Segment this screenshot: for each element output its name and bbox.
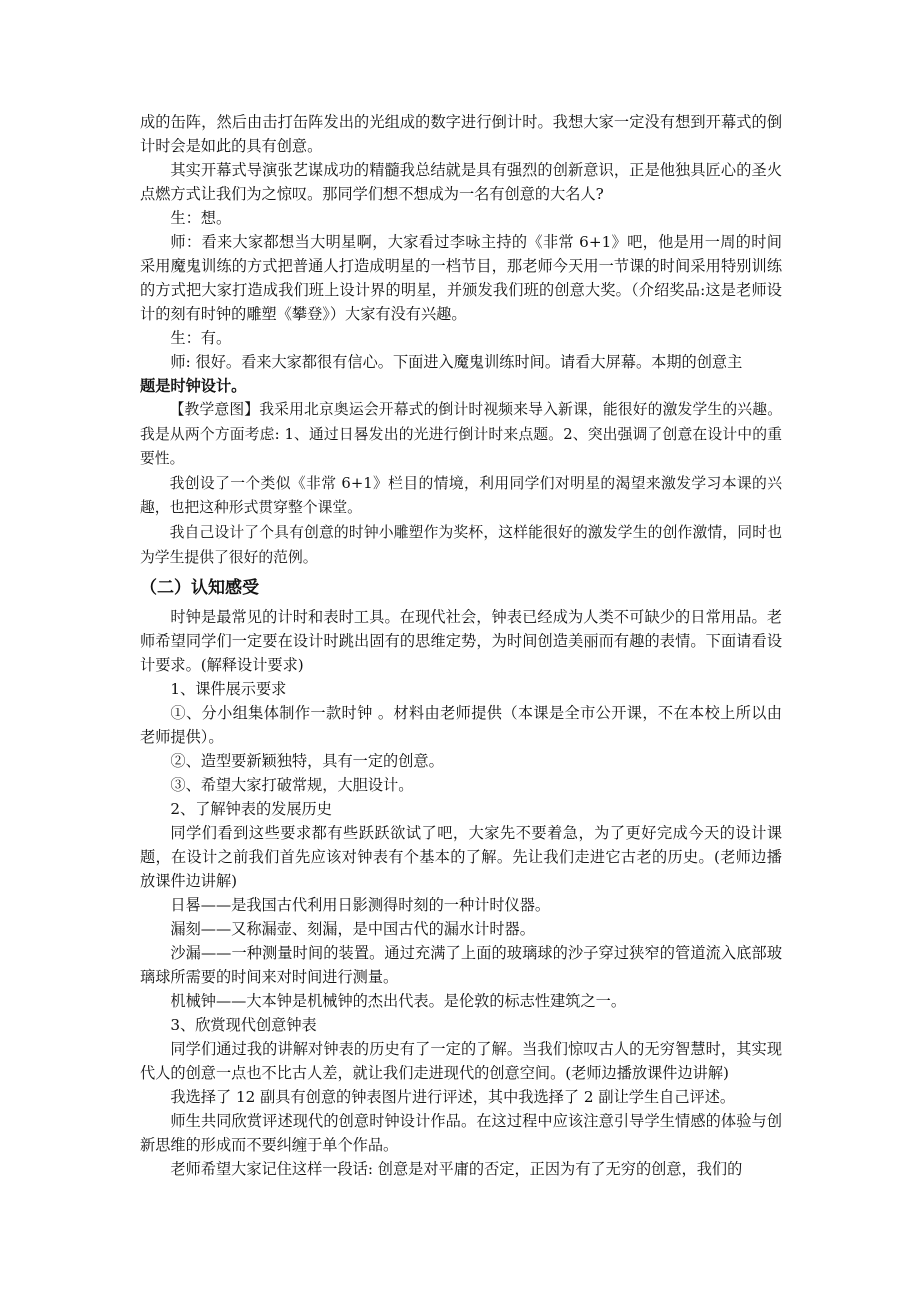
student-reply-2: 生：有。 xyxy=(170,329,232,347)
history-title: 2、了解钟表的发展历史 xyxy=(170,800,332,819)
topic-line-1: 师: 很好。看来大家都很有信心。下面进入魔鬼训练时间。请看大屏幕。本期的创意主 xyxy=(170,353,743,371)
history-mechanical-clock: 机械钟——大本钟是机械钟的杰出代表。是伦敦的标志性建筑之一。 xyxy=(170,992,627,1011)
requirement-2: ②、造型要新颖独特，具有一定的创意。 xyxy=(170,752,444,771)
teaching-intent-trophy: 我自己设计了个具有创意的时钟小雕塑作为奖杯，这样能很好的激发学生的创作激情，同时也为学生提供了很好的范例。 xyxy=(140,523,782,566)
modern-title: 3、欣赏现代创意钟表 xyxy=(170,1016,317,1035)
student-reply-1: 生：想。 xyxy=(170,209,232,227)
paragraph-quote: 老师希望大家记住这样一段话: 创意是对平庸的否定，正因为有了无穷的创意，我们的 xyxy=(170,1160,743,1179)
paragraph-countdown: 成的缶阵，然后由击打缶阵发出的光组成的数字进行倒计时。我想大家一定没有想到开幕式的倒计时会是如此的具有创意。 xyxy=(140,113,782,155)
topic-line-2: 题是时钟设计。 xyxy=(140,377,247,395)
paragraph-selection: 我选择了 12 副具有创意的钟表图片进行评述，其中我选择了 2 副让学生自己评述。 xyxy=(170,1088,736,1107)
section-heading: （二）认知感受 xyxy=(140,578,259,599)
requirements-title: 1、课件展示要求 xyxy=(170,680,287,699)
paragraph-modern: 同学们通过我的讲解对钟表的历史有了一定的了解。当我们惊叹古人的无穷智慧时，其实现代人的创意一点也不比古人差，就让我们走进现代的创意空间。(老师边播放课件边讲解) xyxy=(140,1040,782,1083)
teaching-intent: 【教学意图】我采用北京奥运会开幕式的倒计时视频来导入新课，能很好的激发学生的兴趣。我是从两个方面考虑: 1、通过日晷发出的光进行倒计时来点题。2、突出强调了创意在设计中的重要性。 xyxy=(140,401,782,468)
paragraph-history: 同学们看到这些要求都有些跃跃欲试了吧，大家先不要着急，为了更好完成今天的设计课题，在设计之前我们首先应该对钟表有个基本的了解。先让我们走进它古老的历史。(老师边播放课件边讲解) xyxy=(140,824,782,891)
paragraph-innovation: 其实开幕式导演张艺谋成功的精髓我总结就是具有强烈的创新意识，正是他独具匠心的圣火点燃方式让我们为之惊叹。那同学们想不想成为一名有创意的大名人? xyxy=(140,161,782,203)
paragraph-appreciation: 师生共同欣赏评述现代的创意时钟设计作品。在这过程中应该注意引导学生情感的体验与创新思维的形成而不要纠缠于单个作品。 xyxy=(140,1112,782,1155)
teaching-intent-scenario: 我创设了一个类似《非常 6+1》栏目的情境，利用同学们对明星的渴望来激发学习本课的兴趣，也把这种形式贯穿整个课堂。 xyxy=(140,474,782,517)
document-page xyxy=(140,110,782,1181)
paragraph-clock-intro: 时钟是最常见的计时和表时工具。在现代社会，钟表已经成为人类不可缺少的日常用品。老师希望同学们一定要在设计时跳出固有的思维定势，为时间创造美丽而有趣的表情。下面请看设计要求。(解释设计要求) xyxy=(140,608,782,675)
requirement-3: ③、希望大家打破常规，大胆设计。 xyxy=(170,776,414,795)
paragraph-teacher-prize: 师：看来大家都想当大明星啊，大家看过李咏主持的《非常 6+1》吧，他是用一周的时间采用魔鬼训练的方式把普通人打造成明星的一档节目，那老师今天用一节课的时间采用特别训练的方式把大家打造成我们班上设计界的明星，并颁发我们班的创意大奖。（介绍奖品:这是老师设计的刻有时钟的雕塑《攀登》）大家有没有兴趣。 xyxy=(140,233,782,323)
history-sundial: 日晷——是我国古代利用日影测得时刻的一种计时仪器。 xyxy=(170,896,551,915)
history-hourglass: 沙漏——一种测量时间的装置。通过充满了上面的玻璃球的沙子穿过狭窄的管道流入底部玻璃球所需要的时间来对时间进行测量。 xyxy=(140,944,782,987)
paragraph-teacher-topic xyxy=(140,350,782,398)
history-water-clock: 漏刻——又称漏壶、刻漏，是中国古代的漏水计时器。 xyxy=(170,920,535,939)
requirement-1: ①、分小组集体制作一款时钟 。材料由老师提供（本课是全市公开课，不在本校上所以由老师提供）。 xyxy=(140,704,782,747)
